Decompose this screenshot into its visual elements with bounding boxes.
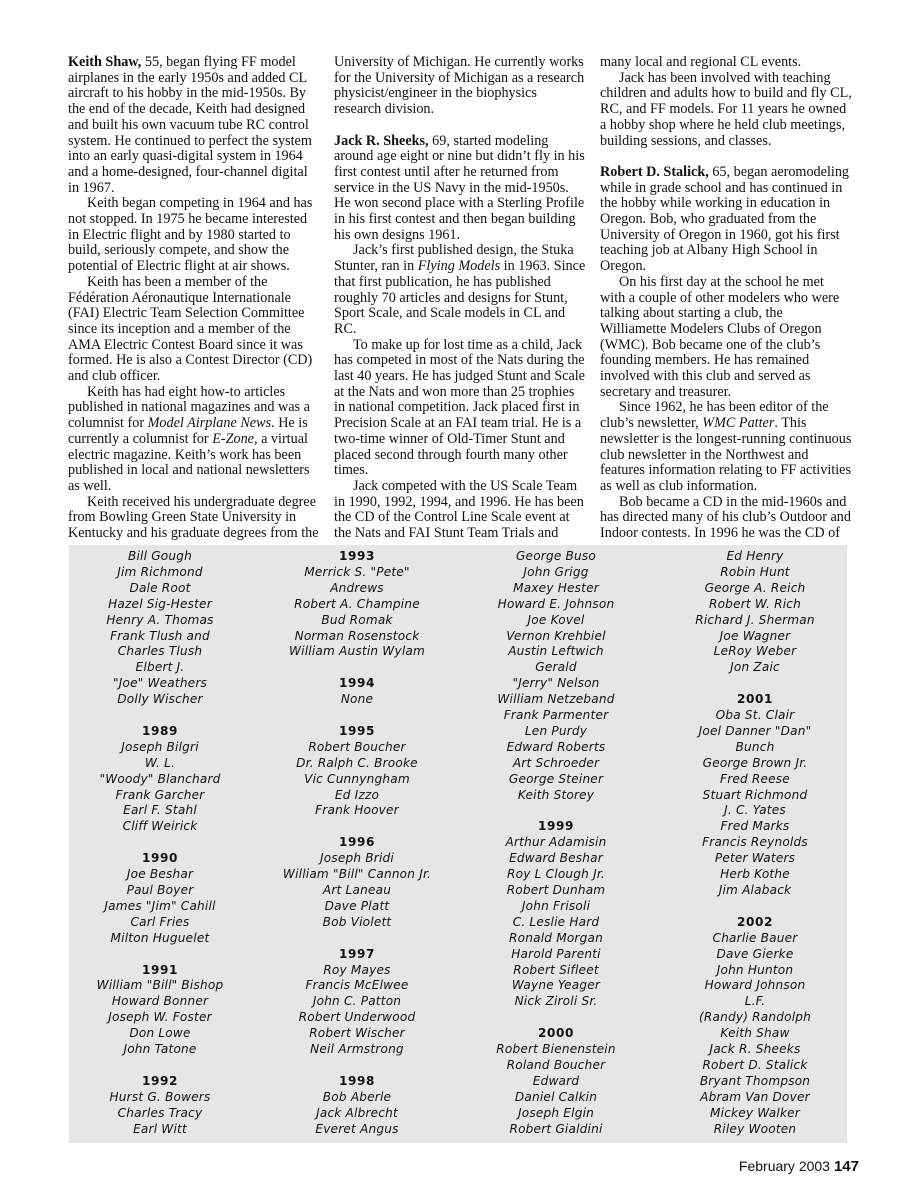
year-heading: 1990 — [141, 851, 179, 866]
inductee-name: Francis Reynolds — [702, 835, 808, 850]
publication-title: Flying Models — [417, 258, 501, 275]
spacer — [660, 676, 850, 692]
article-column-3 — [600, 55, 852, 542]
publication-title: WMC Patter — [702, 415, 775, 432]
year-heading: 1999 — [537, 819, 575, 834]
inductee-name: Fred Marks — [720, 819, 790, 834]
inductee-name: Bunch — [735, 739, 775, 754]
inductee-name: Joe Beshar — [126, 867, 194, 882]
inductee-name: Robert W. Rich — [708, 596, 801, 611]
year-heading: 1993 — [338, 549, 376, 563]
inductee-name: Austin Leftwich — [508, 644, 604, 659]
inductee-name: Robert Sifleet — [513, 962, 599, 977]
spacer — [461, 1010, 651, 1026]
paragraph: Since 1962, he has been editor of the club’s newsletter, WMC Patter. This newsletter is the longest-running continuous club newsletter in the Northwest and features information relating to FF activities as well as club information. — [600, 399, 852, 494]
inductee-name: Jack Albrecht — [316, 1105, 398, 1120]
year-heading: 1992 — [141, 1073, 179, 1088]
inductee-name: Jim Alaback — [718, 883, 792, 898]
inductee-name: William "Bill" Cannon Jr. — [282, 867, 432, 882]
inductee-name: Peter Waters — [714, 851, 796, 866]
inductee-name: Francis McElwee — [305, 978, 409, 993]
page-number: 147 — [833, 1158, 859, 1175]
inductee-name: Vic Cunnyngham — [304, 771, 410, 786]
inductee-name: John Frisoli — [521, 898, 591, 913]
inductee-name: Art Laneau — [322, 882, 392, 897]
inductee-name: Henry A. Thomas — [106, 612, 214, 627]
inductee-name: Andrews — [330, 580, 384, 595]
inductee-name: Roy L Clough Jr. — [507, 867, 605, 882]
inductee-name: Ed Henry — [726, 549, 784, 563]
inductee-name: Earl F. Stahl — [123, 803, 197, 818]
person-name: Keith Shaw, — [68, 54, 142, 70]
inductee-name: Bob Aberle — [322, 1089, 392, 1104]
inductee-name: "Joe" Weathers — [112, 676, 208, 691]
inductee-name: Joe Kovel — [527, 612, 585, 627]
inductee-name: Robert Bienenstein — [496, 1042, 616, 1057]
inductee-name: Bud Romak — [321, 612, 393, 627]
year-heading: 2001 — [736, 692, 774, 707]
paragraph: University of Michigan. He currently works for the University of Michigan as a research physicist/engineer in the biophysics research division. — [334, 54, 585, 118]
inductee-name: Ed Izzo — [334, 787, 380, 802]
inductee-name: Roland Boucher — [506, 1057, 606, 1072]
inductee-name: Joel Danner "Dan" — [698, 723, 812, 738]
inductee-name: Oba St. Clair — [715, 708, 795, 723]
year-heading: 1997 — [338, 946, 376, 961]
inductee-name: George Buso — [515, 549, 596, 563]
inductee-name: Joseph Elgin — [518, 1105, 594, 1120]
inductee-name: Dave Gierke — [716, 946, 794, 961]
inductee-name: James "Jim" Cahill — [104, 898, 216, 913]
inductee-name: Hurst G. Bowers — [109, 1089, 211, 1104]
inductee-name: William "Bill" Bishop — [96, 978, 224, 993]
inductee-name: Robert Dunham — [506, 883, 606, 898]
hall-of-fame-panel — [69, 545, 847, 1143]
inductee-name: George A. Reich — [704, 580, 806, 595]
spacer — [262, 931, 452, 947]
inductee-name: Vernon Krehbiel — [506, 628, 606, 643]
inductee-name: Edward Roberts — [506, 739, 606, 754]
inductee-name: Herb Kothe — [720, 867, 790, 882]
inductee-name: Keith Storey — [517, 787, 595, 802]
inductee-name: John Grigg — [523, 564, 589, 579]
inductee-name: William Netzeband — [497, 692, 615, 707]
spacer — [65, 947, 255, 963]
inductee-name: Elbert J. — [135, 660, 185, 675]
inductee-name: Merrick S. "Pete" — [304, 564, 410, 579]
spacer — [262, 1058, 452, 1074]
paragraph: Keith Shaw, 55, began flying FF model airplanes in the early 1950s and added CL aircraft to his hobby in the mid-1950s. By the end of the decade, Keith had designed and built his own vacuum tube RC control system. He continued to perfect the system into an early quasi-digital system in 1964 and a home-designed, four-channel digital in 1967. — [68, 54, 312, 196]
inductee-name: Maxey Hester — [513, 580, 599, 595]
inductee-name: Nick Ziroli Sr. — [514, 994, 598, 1009]
inductee-name: Dave Platt — [324, 898, 390, 913]
inductee-name: Milton Huguelet — [110, 930, 210, 945]
inductee-name: None — [340, 692, 374, 707]
year-heading: 1994 — [338, 676, 376, 691]
paragraph: Bob became a CD in the mid-1960s and has directed many of his club’s Outdoor and Indoor contests. In 1996 he was the CD of — [600, 493, 851, 542]
paragraph: many local and regional CL events. — [600, 54, 802, 70]
inductee-name: Fred Reese — [720, 771, 790, 786]
publication-title: E-Zone — [212, 430, 254, 447]
inductee-name: Robert Underwood — [298, 1010, 416, 1025]
inductee-name: Cliff Weirick — [122, 819, 198, 834]
year-heading: 1995 — [338, 723, 376, 738]
inductee-name: Keith Shaw — [720, 1026, 790, 1041]
inductee-name: "Jerry" Nelson — [512, 676, 600, 691]
spacer — [262, 708, 452, 724]
year-heading: 1996 — [338, 835, 376, 850]
inductee-name: Hazel Sig-Hester — [108, 596, 212, 611]
inductee-name: Charles Tracy — [117, 1105, 203, 1120]
inductee-name: George Brown Jr. — [702, 755, 808, 770]
inductee-name: Abram Van Dover — [700, 1089, 810, 1104]
inductee-name: Wayne Yeager — [511, 978, 601, 993]
inductee-name: Roy Mayes — [323, 962, 391, 977]
inductee-name: LeRoy Weber — [713, 644, 797, 659]
article-column-2 — [334, 55, 586, 542]
inductee-name: Mickey Walker — [710, 1105, 800, 1120]
paragraph: On his first day at the school he met with a couple of other modelers who were talking about starting a club, the Williamette Modelers Clubs of Oregon (WMC). Bob became one of the club’s founding members. He has remained involved with this club and served as secretary and treasurer. — [600, 273, 840, 400]
spacer — [461, 804, 651, 820]
inductee-name: Richard J. Sherman — [695, 612, 815, 627]
inductee-name: Earl Witt — [133, 1121, 187, 1136]
inductee-name: Gerald — [535, 660, 577, 675]
paragraph: Jack has been involved with teaching children and adults how to build and fly CL, RC, and FF models. For 11 years he owned a hobby shop where he held club meetings, building sessions, and classes. — [600, 69, 852, 149]
spacer — [660, 899, 850, 915]
inductee-name: Howard Johnson — [704, 978, 806, 993]
inductee-name: Joe Wagner — [719, 628, 791, 643]
inductee-name: "Woody" Blanchard — [99, 771, 221, 786]
inductee-name: Frank Garcher — [115, 787, 205, 802]
paragraph: Keith received his undergraduate degree from Bowling Green State University in Kentucky and his graduate degrees from the — [68, 493, 319, 542]
inductee-name: George Steiner — [508, 771, 604, 786]
paragraph: Robert D. Stalick, 65, began aeromodeling while in grade school and has continued in the hobby while working in education in Oregon. Bob, who graduated from the University of Oregon in 1960, got his first teaching job at Albany High School in Oregon. — [600, 163, 850, 275]
inductee-name: Ronald Morgan — [509, 930, 603, 945]
inductee-name: L.F. — [744, 994, 766, 1009]
inductee-name: Robert Boucher — [308, 739, 406, 754]
inductee-name: Frank Hoover — [315, 803, 399, 818]
inductee-name: Jim Richmond — [117, 564, 203, 579]
year-heading: 1998 — [338, 1073, 376, 1088]
inductee-name: Charles Tlush — [117, 644, 203, 659]
inductee-name: Art Schroeder — [512, 755, 600, 770]
inductee-name: Robert Gialdini — [509, 1121, 603, 1136]
paragraph: To make up for lost time as a child, Jack has competed in most of the Nats during the last 40 years. He has judged Stunt and Scale at the Nats and won more than 25 trophies in national competition. Jack placed first in Precision Scale at an FAI team trial. He is a two-time winner of Old-Timer Stunt and placed second through fourth many other times. — [334, 336, 585, 479]
paragraph: Keith has been a member of the Fédération Aéronautique Internationale (FAI) Electric Team Selection Committee since its inception and a member of the AMA Electric Contest Board since it was formed. He is also a Contest Director (CD) and club officer. — [68, 273, 313, 385]
inductee-name: (Randy) Randolph — [698, 1010, 812, 1025]
inductee-name: Edward — [532, 1073, 580, 1088]
inductee-name: Dr. Ralph C. Brooke — [296, 755, 418, 770]
inductee-name: Dale Root — [129, 580, 191, 595]
year-heading: 2000 — [537, 1026, 575, 1041]
inductee-name: Don Lowe — [129, 1026, 191, 1041]
inductee-name: Jack R. Sheeks — [709, 1042, 801, 1057]
spacer — [262, 819, 452, 835]
spacer — [65, 1058, 255, 1074]
inductee-name: Carl Fries — [130, 914, 190, 929]
paragraph: Keith has had eight how-to articles published in national magazines and was a columnist for Model Airplane News. He is currently a columnist for E-Zone, a virtual electric magazine. Keith’s work has been published in local and national newsletters as well. — [68, 383, 310, 494]
inductee-name: Everet Angus — [315, 1121, 399, 1136]
article-column-1 — [68, 55, 320, 542]
year-heading: 2002 — [736, 914, 774, 929]
person-name: Robert D. Stalick, — [600, 163, 709, 180]
inductee-name: Robert Wischer — [309, 1026, 405, 1041]
paragraph: Jack’s first published design, the Stuka Stunter, ran in Flying Models in 1963. Since that first publication, he has published roughly 70 articles and designs for Stunt, Sport Scale, and Scale models in CL and RC. — [334, 242, 586, 337]
inductee-name: Paul Boyer — [126, 883, 194, 897]
hall-of-fame-column-2 — [262, 549, 452, 1137]
inductee-name: Norman Rosenstock — [294, 628, 420, 643]
inductee-name: Neil Armstrong — [310, 1042, 404, 1057]
spacer — [65, 708, 255, 724]
publication-title: Model Airplane News — [147, 415, 272, 432]
inductee-name: Edward Beshar — [509, 851, 603, 866]
inductee-name: Charlie Bauer — [712, 930, 798, 945]
inductee-name: Jon Zaic — [730, 660, 780, 675]
inductee-name: John Tatone — [123, 1042, 197, 1057]
hall-of-fame-column-1 — [65, 549, 255, 1137]
inductee-name: Robert D. Stalick — [702, 1057, 808, 1072]
spacer — [262, 660, 452, 676]
inductee-name: Stuart Richmond — [702, 787, 808, 802]
inductee-name: Robert A. Champine — [294, 596, 420, 611]
hall-of-fame-column-4 — [660, 549, 850, 1138]
hall-of-fame-column-3 — [461, 549, 651, 1138]
inductee-name: William Austin Wylam — [289, 644, 425, 659]
inductee-name: Harold Parenti — [511, 946, 601, 961]
inductee-name: Daniel Calkin — [514, 1089, 598, 1104]
inductee-name: Joseph Bridi — [320, 851, 394, 866]
paragraph: Keith began competing in 1964 and has not stopped. In 1975 he became interested in Electric flight and by 1980 started to build, seriously compete, and show the potential of Electric flight at air shows. — [68, 195, 313, 275]
paragraph: Jack R. Sheeks, 69, started modeling around age eight or nine but didn’t fly in his first contest until after he returned from service in the US Navy in the mid-1950s. He won second place with a Sterling Profile in his first contest and then began building his own designs 1961. — [334, 132, 585, 243]
inductee-name: Bill Gough — [128, 549, 192, 563]
issue-date: February 2003 — [738, 1158, 830, 1174]
inductee-name: Robin Hunt — [720, 564, 790, 579]
inductee-name: Bob Violett — [322, 914, 392, 929]
inductee-name: Frank Tlush and — [110, 628, 210, 643]
paragraph: Jack competed with the US Scale Team in 1990, 1992, 1994, and 1996. He has been the CD of the Control Line Scale event at the Nats and FAI Stunt Team Trials and — [334, 477, 584, 542]
inductee-name: C. Leslie Hard — [512, 914, 600, 929]
inductee-name: Howard Bonner — [111, 994, 209, 1009]
inductee-name: Frank Parmenter — [503, 708, 609, 723]
inductee-name: Dolly Wischer — [117, 692, 203, 707]
page-footer — [739, 1158, 859, 1175]
inductee-name: Joseph W. Foster — [108, 1010, 212, 1025]
year-heading: 1989 — [141, 723, 179, 738]
inductee-name: Joseph Bilgri — [121, 739, 199, 754]
inductee-name: J. C. Yates — [724, 803, 786, 818]
inductee-name: Len Purdy — [524, 723, 588, 738]
inductee-name: John C. Patton — [312, 994, 402, 1009]
year-heading: 1991 — [141, 962, 179, 977]
inductee-name: Arthur Adamisin — [505, 835, 607, 850]
person-name: Jack R. Sheeks, — [334, 132, 429, 149]
inductee-name: John Hunton — [716, 962, 794, 977]
inductee-name: W. L. — [144, 755, 176, 770]
inductee-name: Howard E. Johnson — [497, 596, 615, 611]
inductee-name: Bryant Thompson — [699, 1073, 811, 1088]
spacer — [65, 835, 255, 851]
inductee-name: Riley Wooten — [713, 1121, 797, 1136]
